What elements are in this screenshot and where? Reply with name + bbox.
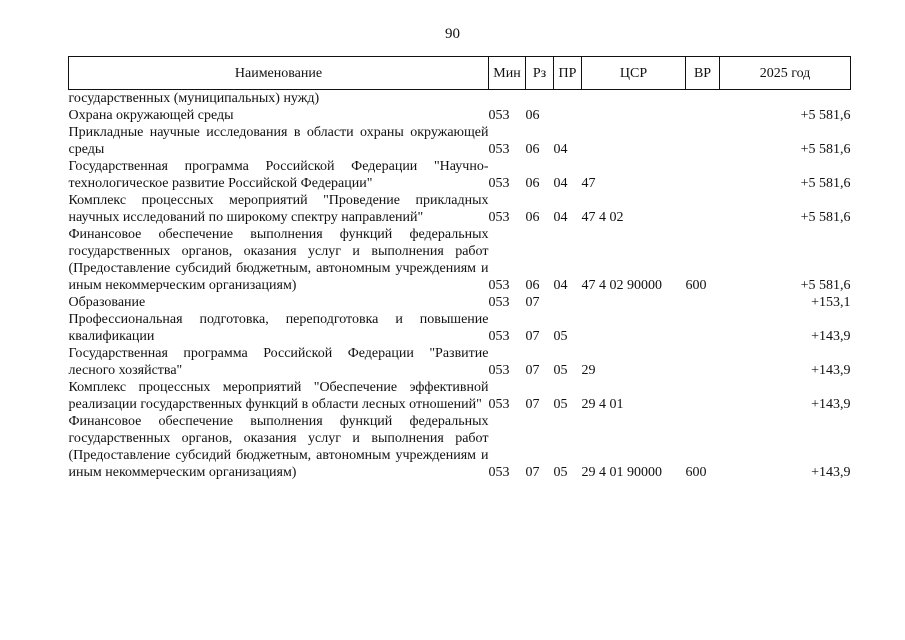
row-pr: 05 [553, 465, 568, 480]
row-csr: 29 4 01 [581, 397, 624, 412]
header-vr: ВР [686, 57, 720, 90]
row-rz: 06 [525, 142, 540, 157]
row-vr [686, 90, 720, 108]
row-rz: 06 [525, 210, 540, 225]
header-year: 2025 год [720, 57, 851, 90]
row-vr [686, 294, 720, 311]
row-csr: 29 4 01 90000 [581, 465, 662, 480]
row-name: Комплекс процессных мероприятий "Проведение прикладных научных исследований по широкому спектру направлений" [68, 193, 489, 225]
row-name: Прикладные научные исследования в области охраны окружающей среды [68, 125, 489, 157]
row-min: 053 [488, 176, 510, 191]
row-amount: +143,9 [811, 465, 851, 480]
row-min: 053 [488, 295, 510, 310]
row-vr [686, 379, 720, 413]
row-amount: +143,9 [811, 397, 851, 412]
header-pr: ПР [554, 57, 582, 90]
table-row [69, 226, 851, 294]
table-row [69, 124, 851, 158]
header-min: Мин [489, 57, 526, 90]
table-row [69, 311, 851, 345]
row-rz: 06 [525, 176, 540, 191]
row-min: 053 [488, 465, 510, 480]
table-row [69, 158, 851, 192]
row-rz: 07 [525, 397, 540, 412]
row-amount: +143,9 [811, 363, 851, 378]
row-name: Комплекс процессных мероприятий "Обеспечение эффективной реализации государственных функций в области лесных отношений" [68, 380, 489, 412]
table-row [69, 107, 851, 124]
row-rz: 07 [525, 329, 540, 344]
row-pr: 05 [553, 397, 568, 412]
row-min: 053 [488, 397, 510, 412]
row-rz: 06 [525, 278, 540, 293]
row-min [489, 90, 526, 108]
row-amount: +5 581,6 [800, 176, 851, 191]
table-row [69, 90, 851, 108]
row-pr: 04 [553, 210, 568, 225]
row-min: 053 [488, 108, 510, 123]
row-pr: 04 [553, 278, 568, 293]
row-pr: 04 [553, 176, 568, 191]
row-csr: 47 4 02 90000 [581, 278, 662, 293]
row-vr [686, 311, 720, 345]
header-rz: Рз [526, 57, 554, 90]
row-min: 053 [488, 142, 510, 157]
row-csr: 29 [581, 363, 596, 378]
row-name: Государственная программа Российской Федерации "Научно-технологическое развитие Российской Федерации" [68, 159, 489, 191]
row-vr [686, 345, 720, 379]
table-header-row [69, 57, 851, 90]
row-name: Государственная программа Российской Федерации "Развитие лесного хозяйства" [68, 346, 489, 378]
row-csr [582, 311, 686, 345]
row-amount: +5 581,6 [800, 210, 851, 225]
table-row [69, 379, 851, 413]
row-amount: +5 581,6 [800, 108, 851, 123]
row-csr: 47 [581, 176, 596, 191]
row-vr [686, 107, 720, 124]
row-vr: 600 [685, 465, 707, 480]
row-rz: 07 [525, 363, 540, 378]
table-row [69, 294, 851, 311]
row-vr [686, 158, 720, 192]
row-pr: 04 [553, 142, 568, 157]
row-csr: 47 4 02 [581, 210, 624, 225]
row-csr [582, 107, 686, 124]
row-pr: 05 [553, 329, 568, 344]
header-csr: ЦСР [582, 57, 686, 90]
row-pr [554, 107, 582, 124]
page-number: 90 [445, 26, 460, 42]
row-vr: 600 [685, 278, 707, 293]
row-csr [582, 90, 686, 108]
row-pr [554, 90, 582, 108]
table-row [69, 413, 851, 481]
row-name: государственных (муниципальных) нужд) [68, 91, 320, 106]
row-csr [582, 294, 686, 311]
row-name: Финансовое обеспечение выполнения функций федеральных государственных органов, оказания услуг и выполнения работ (Предоставление субсидий бюджетным, автономным учреждениям и иным некоммерческим организациям) [68, 227, 489, 293]
row-amount [720, 90, 851, 108]
row-amount: +143,9 [811, 329, 851, 344]
row-vr [686, 124, 720, 158]
budget-table [68, 56, 851, 481]
row-rz: 06 [525, 108, 540, 123]
row-min: 053 [488, 329, 510, 344]
row-amount: +5 581,6 [800, 278, 851, 293]
row-rz: 07 [525, 295, 540, 310]
row-name: Охрана окружающей среды [68, 108, 234, 123]
row-min: 053 [488, 278, 510, 293]
header-name: Наименование [69, 57, 489, 90]
row-name: Финансовое обеспечение выполнения функций федеральных государственных органов, оказания услуг и выполнения работ (Предоставление субсидий бюджетным, автономным учреждениям и иным некоммерческим организациям) [68, 414, 489, 480]
row-pr: 05 [553, 363, 568, 378]
table-row [69, 345, 851, 379]
row-min: 053 [488, 363, 510, 378]
row-rz: 07 [525, 465, 540, 480]
row-name: Образование [68, 295, 146, 310]
row-name: Профессиональная подготовка, переподготовка и повышение квалификации [68, 312, 489, 344]
row-min: 053 [488, 210, 510, 225]
row-csr [582, 124, 686, 158]
table-row [69, 192, 851, 226]
row-pr [554, 294, 582, 311]
row-rz [526, 90, 554, 108]
row-amount: +5 581,6 [800, 142, 851, 157]
row-vr [686, 192, 720, 226]
row-amount: +153,1 [811, 295, 851, 310]
